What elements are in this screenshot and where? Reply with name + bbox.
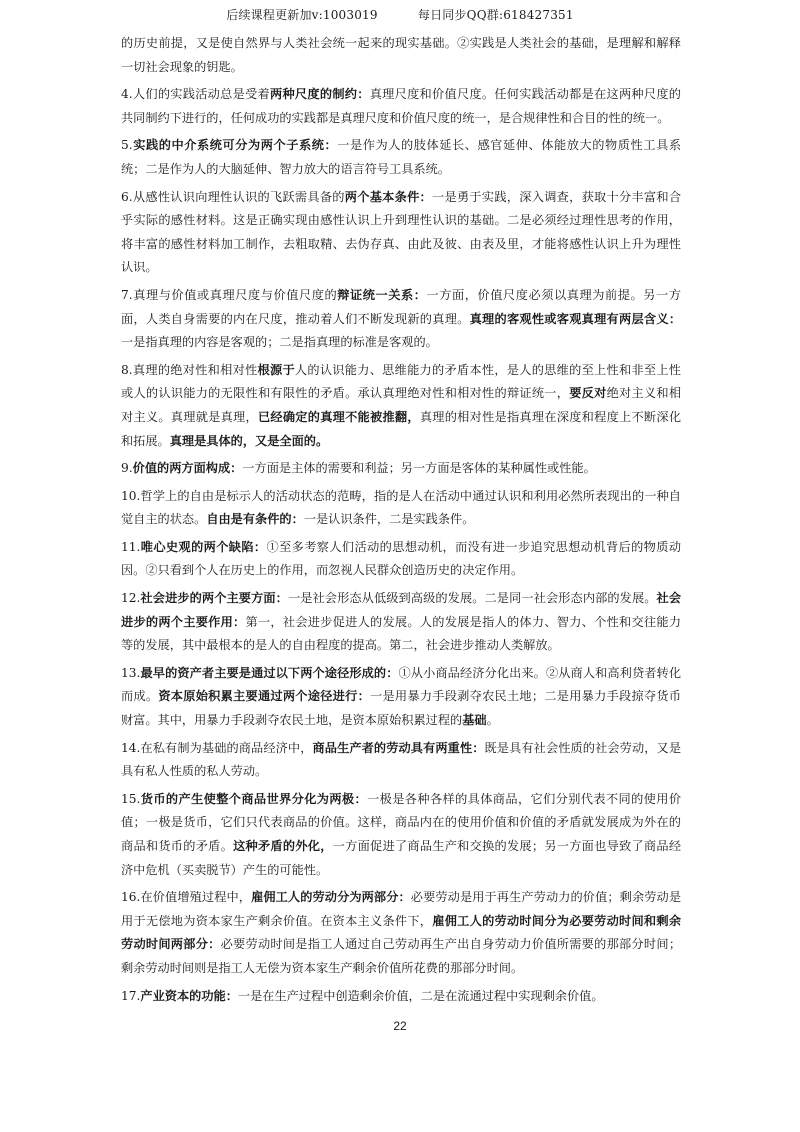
text-run: 7.真理与价值或真理尺度与价值尺度的: [121, 287, 338, 302]
paragraph: [121, 662, 681, 733]
text-run: 14.在私有制为基础的商品经济中，: [121, 740, 313, 755]
bold-text: 社会进步的两个主要方面：: [140, 591, 288, 606]
text-run: 一是作为人的肢体延长、感官延伸、体能放大的物质性工具系统；二是作为人的大脑延伸、智力放大的语言符号工具系统。: [121, 138, 682, 176]
bold-text: 两种尺度的制约：: [270, 87, 370, 102]
text-run: 一是社会形态从低级到高级的发展。二是同一社会形态内部的发展。: [287, 591, 657, 606]
paragraph: [121, 886, 681, 980]
text-run: 12.: [121, 591, 141, 606]
text-run: 一方面，价值尺度必须以真理为前提。另一方面，人类自身需要的内在尺度，推动着人们不断发现新的真理。: [121, 287, 682, 326]
text-run: 的历史前提，又是使自然界与人类社会统一起来的现实基础。②实践是人类社会的基础，是理解和解释一切社会现象的钥匙。: [121, 36, 681, 74]
bold-text: 自由是有条件的：: [206, 512, 304, 527]
text-run: 真理的相对性是指真理在深度和程度上不断深化和拓展。: [121, 409, 682, 448]
page-header: 后续课程更新加v:1003019 每日同步QQ群:618427351: [226, 8, 574, 22]
page-number: 22: [393, 1019, 407, 1033]
bold-text: 要反对: [569, 386, 607, 401]
paragraph: [121, 134, 681, 181]
bold-text: 根源于: [257, 362, 295, 377]
paragraph: [121, 32, 681, 79]
text-run: 6.从感性认识向理性认识的飞跃需具备的: [121, 189, 345, 204]
text-run: 绝对主义和相对主义。真理就是真理，: [121, 386, 682, 424]
text-run: 一极是各种各样的具体商品，它们分别代表不同的使用价值；一极是货币，它们只代表商品的价值。这样，商品内在的使用价值和价值的矛盾就发展成为外在的商品和货币的矛盾。: [121, 791, 682, 853]
bold-text: 雇佣工人的劳动时间分为必要劳动时间和剩余劳动时间两部分：: [121, 913, 682, 952]
paragraph: [121, 788, 681, 882]
text-run: 16.在价值增殖过程中，: [121, 890, 252, 905]
paragraph: [121, 536, 681, 583]
bold-text: 价值的两方面构成：: [132, 461, 243, 476]
text-run: 既是具有社会性质的社会劳动，又是具有私人性质的私人劳动。: [121, 740, 682, 779]
paragraph: [121, 587, 681, 658]
bold-text: 雇佣工人的劳动分为两部分：: [251, 890, 411, 905]
text-run: 11.: [121, 539, 141, 554]
bold-text: 商品生产者的劳动具有两重性：: [312, 740, 485, 755]
text-run: 一是认识条件，二是实践条件。: [303, 512, 475, 527]
text-run: 第一，社会进步促进人的发展。人的发展是指人的体力、智力、个性和交往能力等的发展，其中最根本的是人的自由程度的提高。第二，社会进步推动人类解放。: [121, 614, 682, 653]
text-run: 一是指真理的内容是客观的；二是指真理的标准是客观的。: [121, 335, 438, 350]
bold-text: 货币的产生使整个商品世界分化为两极：: [140, 791, 368, 806]
text-run: 17.: [121, 988, 141, 1003]
bold-text: 社会进步的两个主要作用：: [121, 591, 682, 629]
text-run: 一是勇于实践，深入调查，获取十分丰富和合乎实际的感性材料。这是正确实现由感性认识上升到理性认识的基础。二是必须经过理性思考的作用，将丰富的感性材料加工制作，去粗取精、去伪存真、由此及彼、由表及里，才能将感性认识上升为理性认识。: [121, 189, 682, 275]
text-run: 一是用暴力手段剥夺农民土地；二是用暴力手段掠夺货币财富。其中，用暴力手段剥夺农民土地，是资本原始积累过程的: [121, 689, 682, 728]
bold-text: 唯心史观的两个缺陷：: [140, 539, 267, 554]
text-run: ①从小商品经济分化出来。②从商人和高利贷者转化而成。: [121, 665, 682, 704]
paragraph: [121, 186, 681, 280]
text-run: 人的认识能力、思维能力的矛盾本性，是人的思维的至上性和非至上性或人的认识能力的无限性和有限性的矛盾。承认真理绝对性和相对性的辩证统一，: [121, 362, 681, 401]
text-run: 必要劳动是用于再生产劳动力的价值；剩余劳动是用于无偿地为资本家生产剩余价值。在资本主义条件下，: [121, 890, 682, 928]
paragraph: [121, 985, 681, 1009]
document-body: [121, 32, 681, 1012]
text-run: 一方面促进了商品生产和交换的发展；另一方面也导致了商品经济中危机（买卖脱节）产生的可能性。: [121, 839, 682, 877]
text-run: 一是在生产过程中创造剩余价值，二是在流通过程中实现剩余价值。: [237, 988, 604, 1003]
text-run: 真理尺度和价值尺度。任何实践活动都是在这两种尺度的共同制约下进行的，任何成功的实践都是真理尺度和价值尺度的统一，是合规律性和合目的性的统一。: [121, 87, 681, 125]
paragraph: [121, 737, 681, 784]
text-run: 8.真理的绝对性和相对性: [121, 362, 258, 377]
text-run: 9.: [121, 461, 133, 476]
text-run: ①至多考察人们活动的思想动机，而没有进一步追究思想动机背后的物质动因。②只看到个人在历史上的作用，而忽视人民群众创造历史的决定作用。: [121, 539, 682, 578]
text-run: 。: [486, 713, 499, 728]
bold-text: 基础: [462, 713, 487, 728]
bold-text: 实践的中介系统可分为两个子系统：: [132, 138, 338, 153]
bold-text: 真理的客观性或客观真理有两层含义：: [469, 311, 682, 326]
paragraph: [121, 485, 681, 532]
text-run: 必要劳动时间是指工人通过自己劳动再生产出自身劳动力价值所需要的那部分时间；剩余劳动时间则是指工人无偿为资本家生产剩余价值所花费的那部分时间。: [121, 937, 682, 975]
paragraph: [121, 359, 681, 453]
paragraph: [121, 457, 681, 481]
bold-text: 最早的资产者主要是通过以下两个途径形成的：: [140, 665, 399, 680]
bold-text: 辩证统一关系：: [337, 287, 427, 302]
text-run: 5.: [121, 138, 133, 153]
paragraph: [121, 284, 681, 355]
bold-text: 这种矛盾的外化，: [233, 839, 333, 853]
paragraph: [121, 83, 681, 130]
text-run: 一方面是主体的需要和利益；另一方面是客体的某种属性或性能。: [242, 461, 596, 476]
text-run: 10.哲学上的自由是标示人的活动状态的范畴，指的是人在活动中通过认识和利用必然所表现出的一种自觉自主的状态。: [121, 488, 681, 527]
text-run: 4.人们的实践活动总是受着: [121, 87, 270, 102]
bold-text: 真理是具体的，又是全面的。: [169, 433, 329, 448]
bold-text: 产业资本的功能：: [140, 988, 238, 1003]
text-run: 15.: [121, 791, 141, 806]
bold-text: 已经确定的真理不能被推翻，: [257, 409, 420, 424]
bold-text: 资本原始积累主要通过两个途径进行：: [158, 689, 371, 704]
text-run: 13.: [121, 665, 141, 680]
bold-text: 两个基本条件：: [344, 189, 433, 204]
